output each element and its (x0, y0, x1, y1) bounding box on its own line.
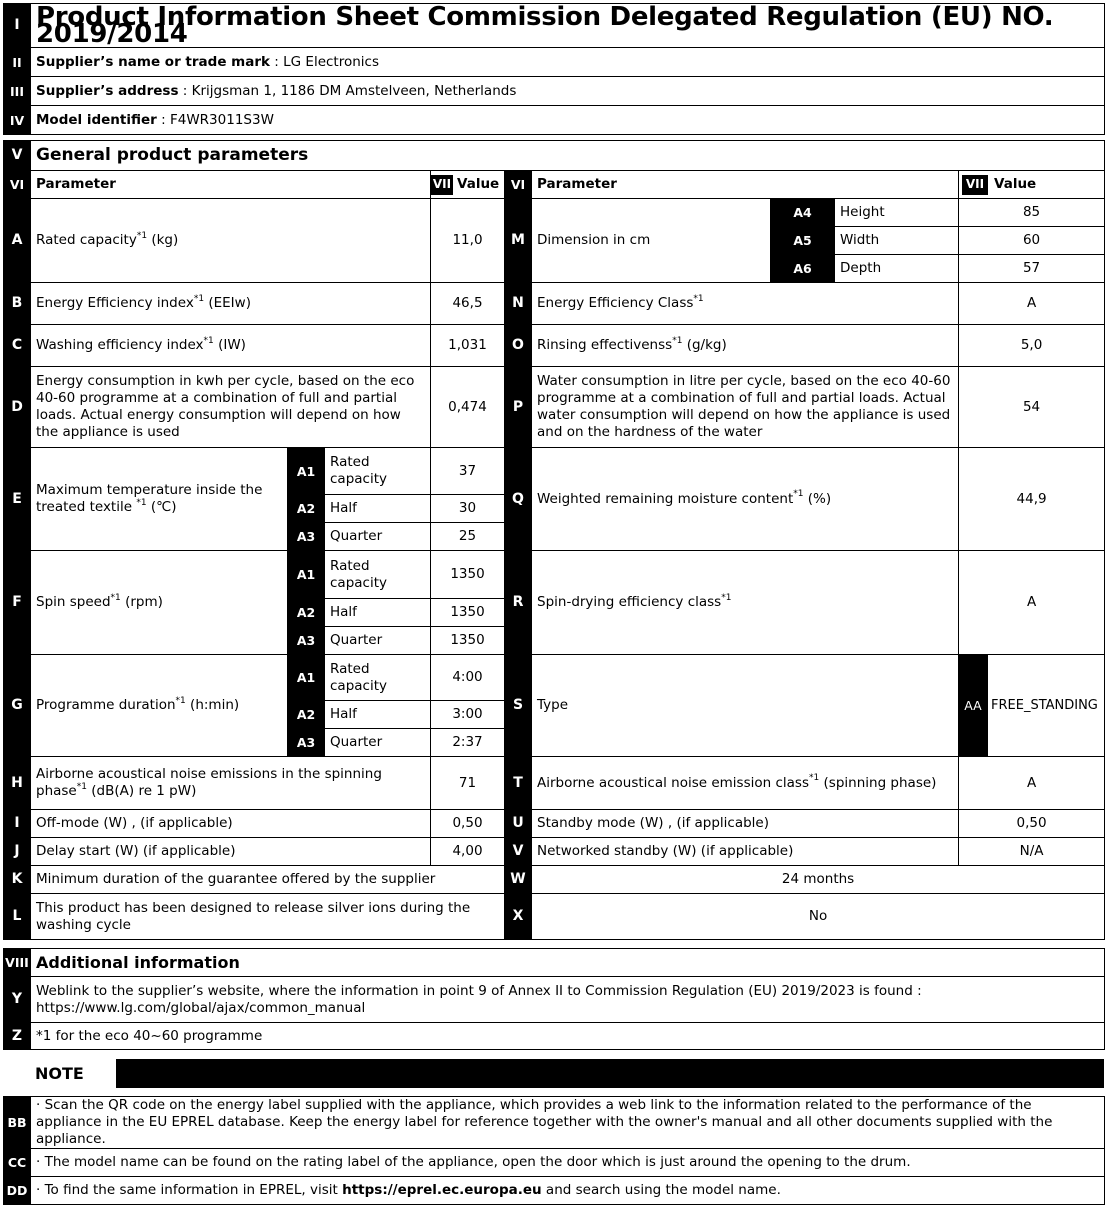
note-BB-text: · Scan the QR code on the energy label supplied with the appliance, which provides a web link to the information related to the performance of the appliance in the EU EPREL database. Keep the energy label for reference together with the owner's manual and all other documents supplied with the appliance. (31, 1097, 1105, 1149)
value-header-left (431, 171, 505, 199)
value-N: A (959, 283, 1105, 325)
code-H: H (4, 757, 31, 810)
value-E-A3: 25 (431, 523, 505, 551)
param-G: Programme duration$^{*1}$ (h:min) (31, 655, 288, 757)
code-A4: A4 (771, 199, 835, 227)
param-L: This product has been designed to release silver ions during the washing cycle (31, 894, 505, 940)
supplier-name-label: Supplier’s name or trade mark (36, 53, 270, 70)
value-B: 46,5 (431, 283, 505, 325)
code-Y: Y (4, 977, 31, 1023)
code-E-A3: A3 (288, 523, 325, 551)
code-G-A3: A3 (288, 729, 325, 757)
note-DD-row (31, 1177, 1105, 1205)
code-C: C (4, 325, 31, 367)
code-VII-right: VII (962, 175, 988, 195)
value-A: 11,0 (431, 199, 505, 283)
code-III: III (4, 77, 31, 106)
code-R: R (505, 551, 532, 655)
value-H: 71 (431, 757, 505, 810)
param-F: Spin speed$^{*1}$ (rpm) (31, 551, 288, 655)
value-X: No (532, 894, 1105, 940)
code-BB: BB (4, 1097, 31, 1149)
model-identifier-row: Model identifier : F4WR3011S3W (31, 106, 1105, 135)
code-W: W (505, 866, 532, 894)
value-Q: 44,9 (959, 448, 1105, 551)
param-A: Rated capacity$^{*1}$ (kg) (31, 199, 431, 283)
weblink-url[interactable]: https://www.lg.com/global/ajax/common_manual (36, 999, 366, 1016)
model-identifier-value: F4WR3011S3W (169, 111, 274, 128)
code-F: F (4, 551, 31, 655)
code-F-A2: A2 (288, 599, 325, 627)
param-J: Delay start (W) (if applicable) (31, 838, 431, 866)
value-I: 0,50 (431, 810, 505, 838)
code-J: J (4, 838, 31, 866)
code-U: U (505, 810, 532, 838)
param-D: Energy consumption in kwh per cycle, based on the eco 40-60 programme at a combination of full and partial loads. Actual energy consumption will depend on how the appliance is used (31, 367, 431, 448)
model-identifier-label: Model identifier (36, 111, 157, 128)
code-S: S (505, 655, 532, 757)
value-F-A3: 1350 (431, 627, 505, 655)
code-V-row: V (505, 838, 532, 866)
note-header (3, 1059, 1104, 1088)
sub-G-rated: Rated capacity (325, 655, 431, 701)
value-S: FREE_STANDING (988, 655, 1105, 757)
param-B: Energy Efficiency index$^{*1}$ (EEIw) (31, 283, 431, 325)
value-F-A2: 1350 (431, 599, 505, 627)
sub-F-rated: Rated capacity (325, 551, 431, 599)
code-A6: A6 (771, 255, 835, 283)
supplier-name-value: LG Electronics (283, 53, 379, 70)
code-V: V (4, 141, 31, 171)
value-J: 4,00 (431, 838, 505, 866)
code-VIII: VIII (4, 949, 31, 977)
sub-F-quarter: Quarter (325, 627, 431, 655)
value-W: 24 months (532, 866, 1105, 894)
sub-depth-label: Depth (835, 255, 959, 283)
code-G-A1: A1 (288, 655, 325, 701)
note-DD-text-before: · To find the same information in EPREL, visit (36, 1182, 343, 1198)
param-O: Rinsing effectivenss$^{*1}$ (g/kg) (532, 325, 959, 367)
value-G-A1: 4:00 (431, 655, 505, 701)
eprel-link[interactable]: https://eprel.ec.europa.eu (342, 1182, 542, 1198)
value-C: 1,031 (431, 325, 505, 367)
code-M: M (505, 199, 532, 283)
sub-F-half: Half (325, 599, 431, 627)
code-I: I (4, 4, 31, 48)
value-E-A2: 30 (431, 495, 505, 523)
code-F-A1: A1 (288, 551, 325, 599)
sub-G-half: Half (325, 701, 431, 729)
parameter-header-right: Parameter (532, 171, 959, 199)
value-T: A (959, 757, 1105, 810)
code-IV: IV (4, 106, 31, 135)
supplier-address-value: Krijgsman 1, 1186 DM Amstelveen, Netherlands (191, 82, 517, 99)
code-II: II (4, 48, 31, 77)
note-CC-text: · The model name can be found on the rating label of the appliance, open the door which is just around the opening to the drum. (31, 1149, 1105, 1177)
code-O: O (505, 325, 532, 367)
sub-G-quarter: Quarter (325, 729, 431, 757)
notes-table (3, 1096, 1105, 1205)
header-table (3, 3, 1105, 135)
sub-height-label: Height (835, 199, 959, 227)
param-S: Type (532, 655, 959, 757)
code-A: A (4, 199, 31, 283)
additional-info-table (3, 948, 1105, 1050)
param-I: Off-mode (W) , (if applicable) (31, 810, 431, 838)
code-AA: AA (959, 655, 988, 757)
value-M-height: 85 (959, 199, 1105, 227)
value-E-A1: 37 (431, 448, 505, 495)
value-header-right-label: Value (994, 176, 1037, 192)
sub-width-label: Width (835, 227, 959, 255)
param-K: Minimum duration of the guarantee offered by the supplier (31, 866, 505, 894)
code-E-A2: A2 (288, 495, 325, 523)
value-G-A2: 3:00 (431, 701, 505, 729)
value-G-A3: 2:37 (431, 729, 505, 757)
page-title: Product Information Sheet Commission Delegated Regulation (EU) NO. 2019/2014 (31, 4, 1105, 48)
sub-E-rated: Rated capacity (325, 448, 431, 495)
supplier-address-row: Supplier’s address : Krijgsman 1, 1186 DM Amstelveen, Netherlands (31, 77, 1105, 106)
param-T: Airborne acoustical noise emission class$^{*1}$ (spinning phase) (532, 757, 959, 810)
note-black-bar (116, 1059, 1104, 1088)
supplier-name-row: Supplier’s name or trade mark : LG Electronics (31, 48, 1105, 77)
value-M-width: 60 (959, 227, 1105, 255)
value-M-depth: 57 (959, 255, 1105, 283)
code-E: E (4, 448, 31, 551)
param-P: Water consumption in litre per cycle, based on the eco 40-60 programme at a combination of full and partial loads. Actual water consumption will depend on how the appliance is used and on the hardness of the water (532, 367, 959, 448)
param-C: Washing efficiency index$^{*1}$ (IW) (31, 325, 431, 367)
general-title: General product parameters (31, 141, 1105, 171)
param-Q: Weighted remaining moisture content$^{*1}$ (%) (532, 448, 959, 551)
weblink-text: Weblink to the supplier’s website, where the information in point 9 of Annex II to Commission Regulation (EU) 2019/2023 is found : (36, 982, 922, 999)
code-K: K (4, 866, 31, 894)
code-A5: A5 (771, 227, 835, 255)
sub-E-half: Half (325, 495, 431, 523)
value-O: 5,0 (959, 325, 1105, 367)
code-N: N (505, 283, 532, 325)
weblink-row (31, 977, 1105, 1023)
param-H: Airborne acoustical noise emissions in the spinning phase$^{*1}$ (dB(A) re 1 pW) (31, 757, 431, 810)
code-DD: DD (4, 1177, 31, 1205)
code-E-A1: A1 (288, 448, 325, 495)
code-D: D (4, 367, 31, 448)
code-L: L (4, 894, 31, 940)
param-N: Energy Efficiency Class$^{*1}$ (532, 283, 959, 325)
value-V: N/A (959, 838, 1105, 866)
code-B: B (4, 283, 31, 325)
param-E: Maximum temperature inside the treated textile $^{*1}$ (℃) (31, 448, 288, 551)
note-DD-text-after: and search using the model name. (541, 1182, 781, 1198)
additional-title: Additional information (31, 949, 1105, 977)
code-X: X (505, 894, 532, 940)
value-R: A (959, 551, 1105, 655)
value-header-right (959, 171, 1105, 199)
code-I-row: I (4, 810, 31, 838)
supplier-address-label: Supplier’s address (36, 82, 179, 99)
code-VI-right: VI (505, 171, 532, 199)
footnote: *1 for the eco 40~60 programme (31, 1023, 1105, 1050)
note-label: NOTE (35, 1064, 84, 1083)
value-header-left-label: Value (457, 176, 500, 192)
code-CC: CC (4, 1149, 31, 1177)
sub-E-quarter: Quarter (325, 523, 431, 551)
param-V: Networked standby (W) (if applicable) (532, 838, 959, 866)
code-T: T (505, 757, 532, 810)
code-P: P (505, 367, 532, 448)
code-G: G (4, 655, 31, 757)
value-F-A1: 1350 (431, 551, 505, 599)
value-P: 54 (959, 367, 1105, 448)
param-M: Dimension in cm (532, 199, 771, 283)
code-Q: Q (505, 448, 532, 551)
code-VI-left: VI (4, 171, 31, 199)
general-parameters-table (3, 140, 1105, 940)
param-R: Spin-drying efficiency class$^{*1}$ (532, 551, 959, 655)
code-F-A3: A3 (288, 627, 325, 655)
code-VII-left: VII (431, 175, 453, 195)
code-G-A2: A2 (288, 701, 325, 729)
code-Z: Z (4, 1023, 31, 1050)
value-D: 0,474 (431, 367, 505, 448)
parameter-header-left: Parameter (31, 171, 431, 199)
value-U: 0,50 (959, 810, 1105, 838)
param-U: Standby mode (W) , (if applicable) (532, 810, 959, 838)
